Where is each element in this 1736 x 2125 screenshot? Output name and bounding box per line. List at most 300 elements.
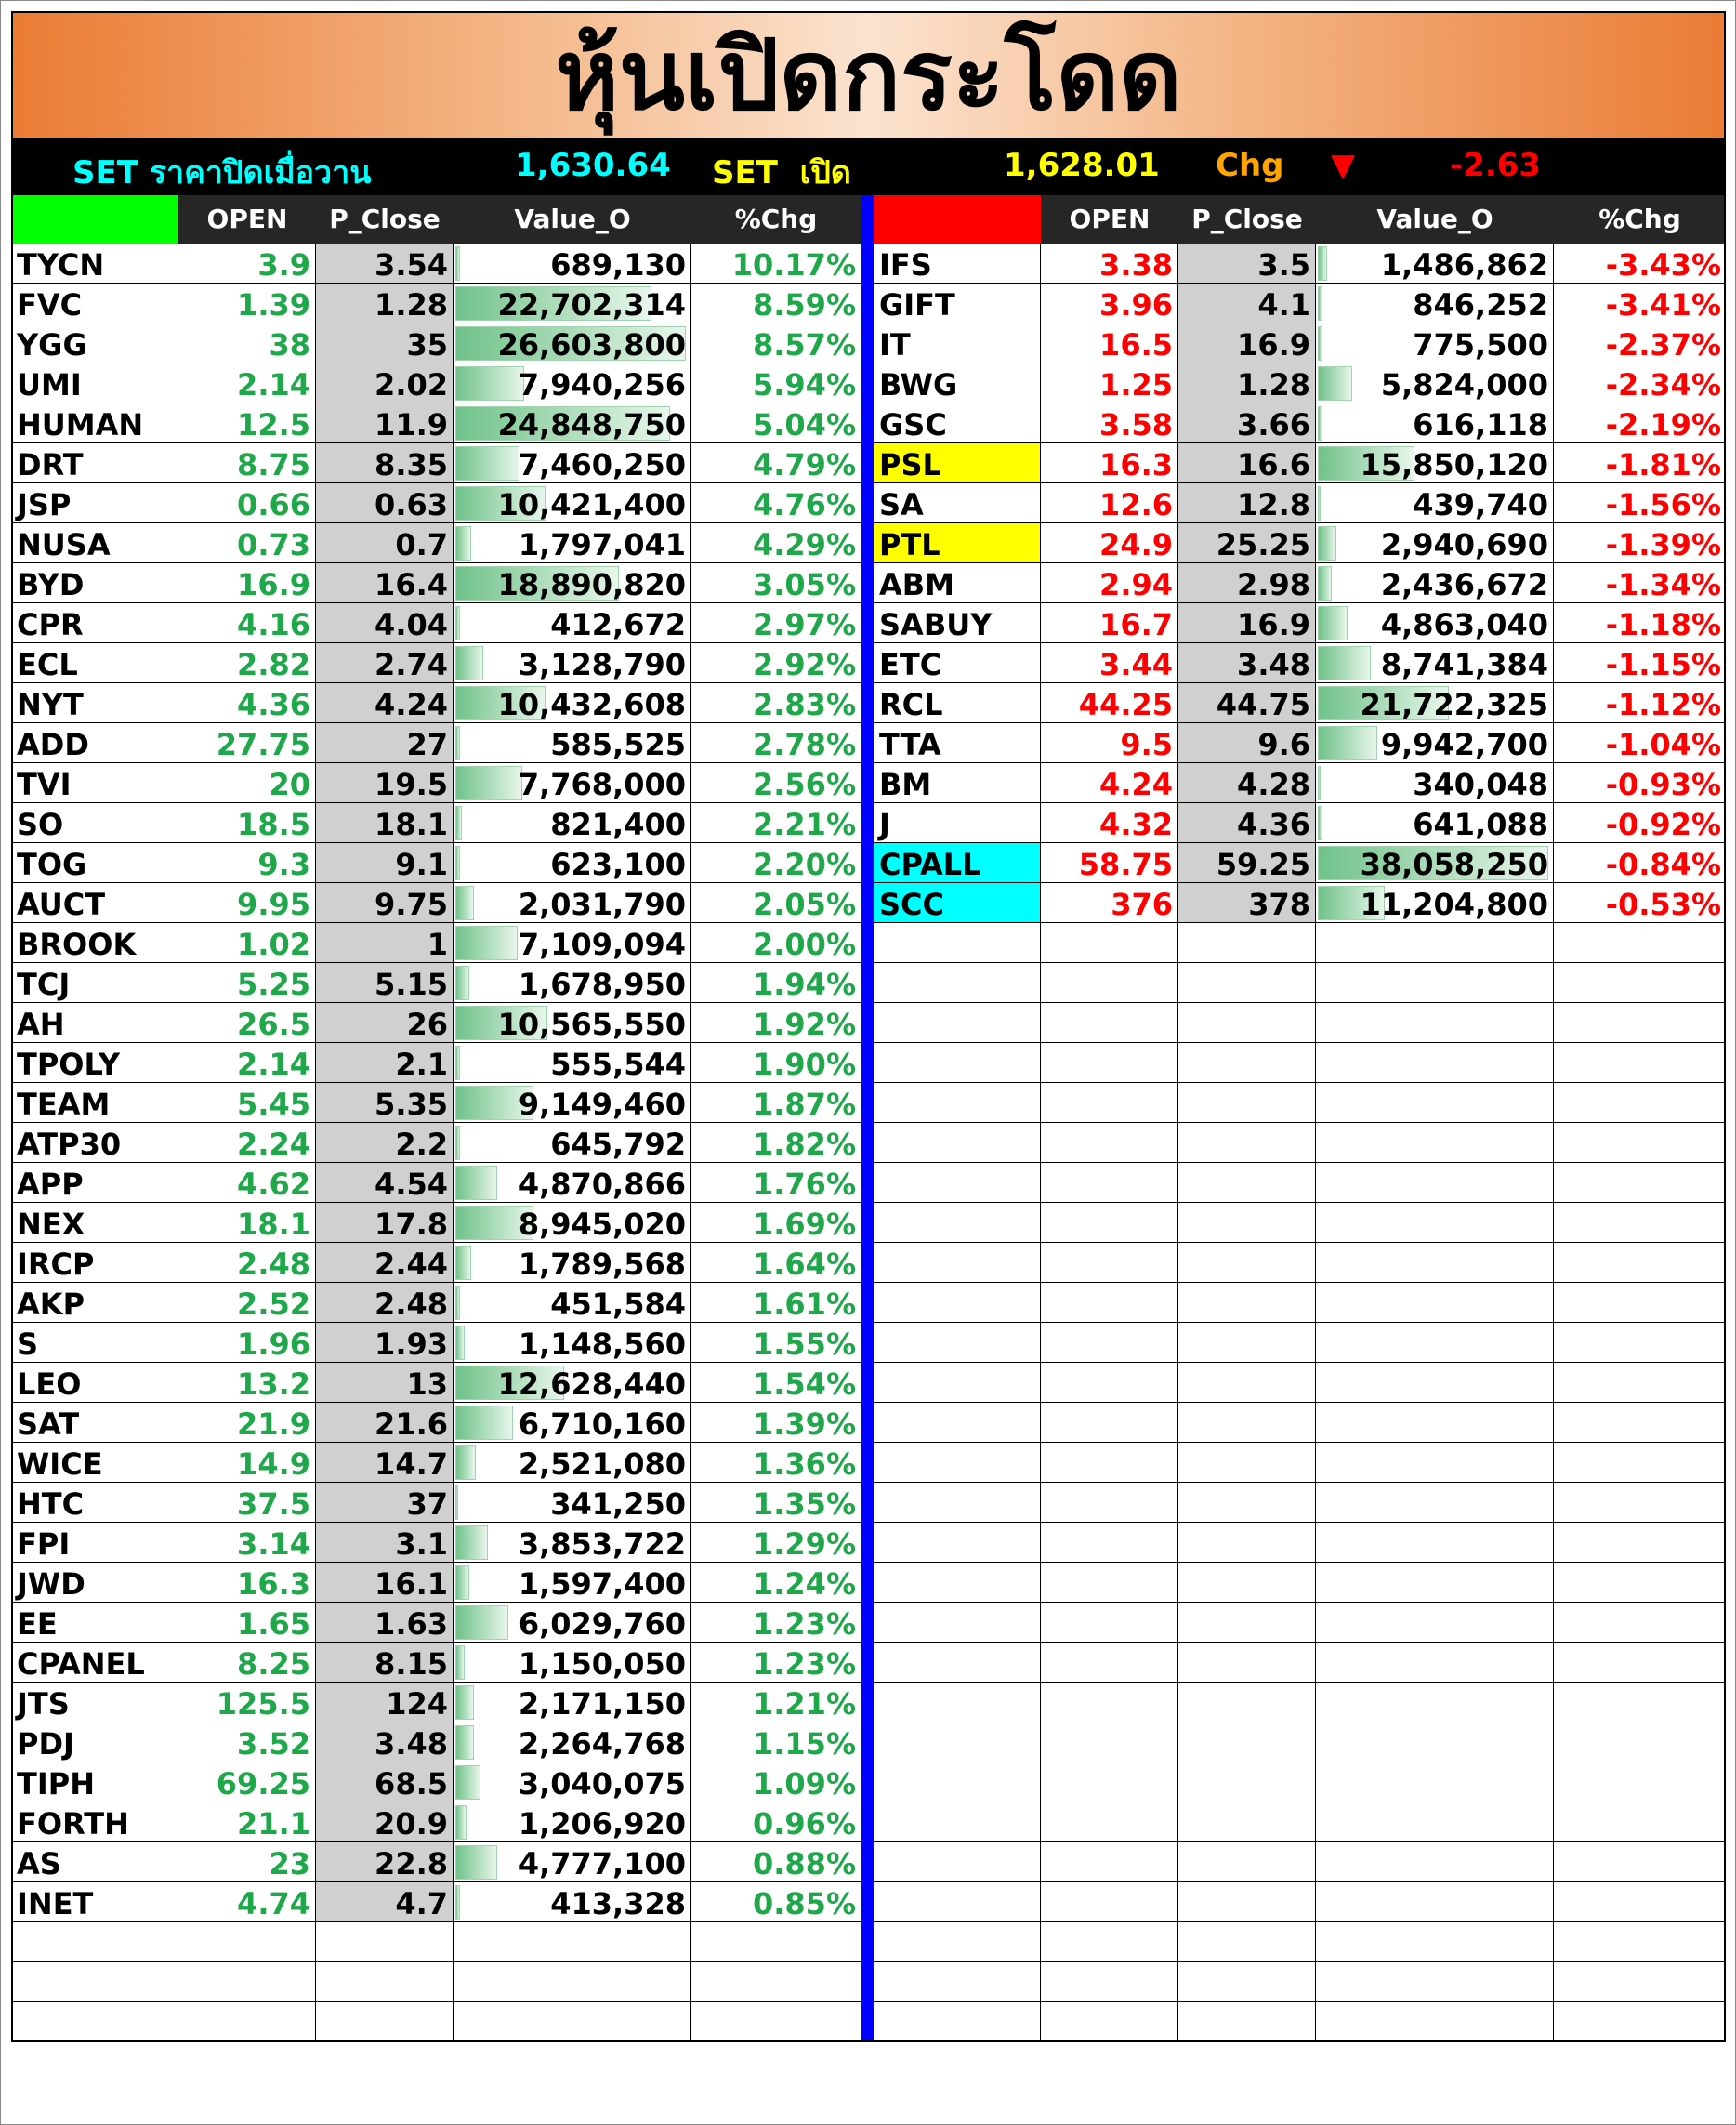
chg-cell: 1.23% (752, 1606, 856, 1642)
open-cell: 18.1 (178, 1203, 316, 1242)
open-cell: 9.5 (1041, 723, 1178, 762)
value-text: 555,544 (550, 1047, 686, 1082)
close-cell: 8.35 (316, 443, 454, 482)
open-cell: 3.44 (1041, 643, 1178, 682)
symbol-cell: LEO (11, 1363, 178, 1402)
symbol-cell: NYT (11, 683, 178, 722)
symbol-cell: S (11, 1323, 178, 1362)
close-cell: 14.7 (316, 1443, 454, 1482)
close-cell: 1.28 (316, 284, 454, 323)
open-cell: 2.24 (178, 1123, 316, 1162)
open-cell: 3.14 (178, 1523, 316, 1562)
value-text: 8,945,020 (518, 1207, 686, 1242)
value-text: 3,128,790 (518, 647, 686, 682)
close-cell: 0.63 (316, 483, 454, 522)
close-cell: 4.1 (1178, 284, 1316, 323)
value-text: 341,250 (550, 1486, 686, 1522)
chg-cell: -1.39% (1605, 527, 1721, 562)
symbol-cell: PSL (874, 443, 1041, 482)
chg-cell: 1.69% (752, 1207, 856, 1242)
value-text: 7,109,094 (518, 927, 686, 962)
symbol-cell: TYCN (11, 244, 178, 283)
open-cell: 2.52 (178, 1283, 316, 1322)
close-cell: 59.25 (1178, 843, 1316, 882)
open-cell: 2.48 (178, 1243, 316, 1282)
symbol-cell: BYD (11, 563, 178, 602)
chg-cell: 2.21% (752, 807, 856, 842)
value-text: 2,031,790 (518, 887, 686, 922)
value-text: 7,940,256 (518, 367, 686, 403)
symbol-cell: TTA (874, 723, 1041, 762)
close-cell: 0.7 (316, 523, 454, 562)
symbol-cell: TVI (11, 763, 178, 802)
open-cell: 2.14 (178, 1043, 316, 1082)
symbol-cell: SCC (874, 883, 1041, 922)
open-cell: 20 (178, 763, 316, 802)
close-cell: 124 (316, 1683, 454, 1722)
symbol-cell: PDJ (11, 1722, 178, 1762)
symbol-cell: IFS (874, 244, 1041, 283)
symbol-cell: AKP (11, 1283, 178, 1322)
symbol-cell: BROOK (11, 923, 178, 962)
symbol-cell: FORTH (11, 1802, 178, 1841)
value-text: 38,058,250 (1360, 847, 1548, 882)
chg-cell: -0.92% (1605, 807, 1721, 842)
close-cell: 44.75 (1178, 683, 1316, 722)
value-text: 10,432,608 (497, 687, 686, 722)
value-text: 9,149,460 (518, 1087, 686, 1122)
chg-cell: 0.85% (752, 1886, 856, 1921)
close-cell: 2.74 (316, 643, 454, 682)
close-cell: 11.9 (316, 403, 454, 442)
chg-cell: -3.41% (1605, 287, 1721, 323)
value-text: 2,436,672 (1380, 567, 1548, 602)
close-cell: 2.2 (316, 1123, 454, 1162)
symbol-cell: NUSA (11, 523, 178, 562)
chg-cell: 2.20% (752, 847, 856, 882)
open-cell: 16.3 (1041, 443, 1178, 482)
open-cell: 4.62 (178, 1163, 316, 1202)
value-text: 3,853,722 (518, 1526, 686, 1562)
value-text: 2,171,150 (518, 1686, 686, 1722)
header-p-close: P_Close (1191, 204, 1303, 234)
symbol-cell: EE (11, 1603, 178, 1642)
close-cell: 9.75 (316, 883, 454, 922)
close-cell: 2.44 (316, 1243, 454, 1282)
close-cell: 25.25 (1178, 523, 1316, 562)
value-text: 11,204,800 (1360, 887, 1548, 922)
chg-cell: -2.34% (1605, 367, 1721, 403)
value-text: 641,088 (1413, 807, 1548, 842)
symbol-cell: ATP30 (11, 1123, 178, 1162)
symbol-cell: ECL (11, 643, 178, 682)
chg-cell: 1.92% (752, 1007, 856, 1042)
value-text: 412,672 (550, 607, 686, 642)
close-cell: 2.02 (316, 363, 454, 403)
value-text: 3,040,075 (518, 1766, 686, 1802)
open-cell: 125.5 (178, 1683, 316, 1722)
chg-cell: 4.29% (752, 527, 856, 562)
close-cell: 1.63 (316, 1603, 454, 1642)
chg-cell: -1.56% (1605, 487, 1721, 522)
value-text: 1,597,400 (518, 1566, 686, 1602)
value-text: 24,848,750 (497, 407, 686, 442)
close-cell: 1.93 (316, 1323, 454, 1362)
table-frame (11, 11, 1726, 2042)
symbol-cell: TEAM (11, 1083, 178, 1122)
open-cell: 3.96 (1041, 284, 1178, 323)
close-cell: 3.1 (316, 1523, 454, 1562)
chg-cell: 2.78% (752, 727, 856, 762)
close-cell: 3.48 (316, 1722, 454, 1762)
value-text: 1,797,041 (518, 527, 686, 562)
chg-cell: 1.24% (752, 1566, 856, 1602)
set-open-label: SET เปิด (712, 154, 851, 191)
chg-cell: 1.76% (752, 1167, 856, 1202)
symbol-cell: SO (11, 803, 178, 842)
value-text: 18,890,820 (497, 567, 686, 602)
symbol-cell: FVC (11, 284, 178, 323)
symbol-cell: NEX (11, 1203, 178, 1242)
chg-cell: 8.59% (752, 287, 856, 323)
open-cell: 1.39 (178, 284, 316, 323)
symbol-cell: ETC (874, 643, 1041, 682)
header-value-o: Value_O (514, 204, 631, 234)
close-cell: 16.4 (316, 563, 454, 602)
symbol-cell: SABUY (874, 603, 1041, 642)
symbol-cell: CPANEL (11, 1643, 178, 1682)
chg-cell: 2.56% (752, 767, 856, 802)
open-cell: 5.45 (178, 1083, 316, 1122)
symbol-cell: J (874, 803, 1041, 842)
value-text: 7,460,250 (518, 447, 686, 482)
close-cell: 68.5 (316, 1762, 454, 1802)
header-p-close: P_Close (329, 204, 441, 234)
open-cell: 1.02 (178, 923, 316, 962)
close-cell: 16.9 (1178, 323, 1316, 363)
close-cell: 9.6 (1178, 723, 1316, 762)
value-text: 12,628,440 (497, 1366, 686, 1402)
chg-cell: 1.61% (752, 1287, 856, 1322)
open-cell: 3.38 (1041, 244, 1178, 283)
open-cell: 16.9 (178, 563, 316, 602)
value-text: 1,148,560 (518, 1326, 686, 1362)
open-cell: 23 (178, 1842, 316, 1881)
value-text: 1,789,568 (518, 1247, 686, 1282)
close-cell: 35 (316, 323, 454, 363)
close-cell: 20.9 (316, 1802, 454, 1841)
header-chg: %Chg (734, 204, 818, 234)
chg-cell: -3.43% (1605, 247, 1721, 283)
symbol-cell: AS (11, 1842, 178, 1881)
value-text: 340,048 (1413, 767, 1548, 802)
close-cell: 4.04 (316, 603, 454, 642)
chg-cell: 1.87% (752, 1087, 856, 1122)
value-text: 9,942,700 (1380, 727, 1548, 762)
chg-cell: 2.00% (752, 927, 856, 962)
value-text: 7,768,000 (518, 767, 686, 802)
value-text: 413,328 (550, 1886, 686, 1921)
symbol-cell: UMI (11, 363, 178, 403)
symbol-cell: PTL (874, 523, 1041, 562)
chg-cell: -2.19% (1605, 407, 1721, 442)
chg-cell: 1.21% (752, 1686, 856, 1722)
value-text: 775,500 (1413, 327, 1548, 363)
symbol-cell: AUCT (11, 883, 178, 922)
value-text: 623,100 (550, 847, 686, 882)
chg-cell: 1.55% (752, 1326, 856, 1362)
close-cell: 18.1 (316, 803, 454, 842)
chg-cell: 2.83% (752, 687, 856, 722)
value-text: 689,130 (550, 247, 686, 283)
open-cell: 3.9 (178, 244, 316, 283)
close-cell: 4.36 (1178, 803, 1316, 842)
chg-cell: -1.04% (1605, 727, 1721, 762)
value-text: 5,824,000 (1380, 367, 1548, 403)
open-cell: 1.65 (178, 1603, 316, 1642)
chg-cell: 2.05% (752, 887, 856, 922)
symbol-cell: HUMAN (11, 403, 178, 442)
close-cell: 3.48 (1178, 643, 1316, 682)
open-cell: 58.75 (1041, 843, 1178, 882)
open-cell: 2.14 (178, 363, 316, 403)
close-cell: 13 (316, 1363, 454, 1402)
close-cell: 378 (1178, 883, 1316, 922)
chg-cell: 3.05% (752, 567, 856, 602)
close-cell: 3.5 (1178, 244, 1316, 283)
symbol-cell: JSP (11, 483, 178, 522)
value-text: 451,584 (550, 1287, 686, 1322)
open-cell: 21.1 (178, 1802, 316, 1841)
chg-cell: 1.94% (752, 967, 856, 1002)
symbol-cell: SAT (11, 1403, 178, 1442)
chg-cell: -0.53% (1605, 887, 1721, 922)
close-cell: 8.15 (316, 1643, 454, 1682)
value-text: 10,421,400 (497, 487, 686, 522)
chg-cell: -1.15% (1605, 647, 1721, 682)
close-cell: 2.98 (1178, 563, 1316, 602)
value-text: 645,792 (550, 1127, 686, 1162)
symbol-cell: SA (874, 483, 1041, 522)
chg-cell: -1.34% (1605, 567, 1721, 602)
value-text: 585,525 (550, 727, 686, 762)
value-text: 4,870,866 (518, 1167, 686, 1202)
symbol-cell: HTC (11, 1483, 178, 1522)
symbol-cell: BWG (874, 363, 1041, 403)
open-cell: 69.25 (178, 1762, 316, 1802)
open-cell: 14.9 (178, 1443, 316, 1482)
chg-cell: 0.96% (752, 1806, 856, 1841)
value-text: 22,702,314 (497, 287, 686, 323)
header-chg: %Chg (1598, 204, 1681, 234)
open-cell: 3.58 (1041, 403, 1178, 442)
symbol-cell: WICE (11, 1443, 178, 1482)
value-text: 616,118 (1413, 407, 1548, 442)
open-cell: 18.5 (178, 803, 316, 842)
symbol-cell: FPI (11, 1523, 178, 1562)
chg-cell: 5.04% (752, 407, 856, 442)
value-text: 26,603,800 (497, 327, 686, 363)
symbol-cell: ADD (11, 723, 178, 762)
chg-cell: 1.36% (752, 1446, 856, 1482)
symbol-cell: JWD (11, 1563, 178, 1602)
open-cell: 16.3 (178, 1563, 316, 1602)
open-cell: 38 (178, 323, 316, 363)
value-text: 15,850,120 (1360, 447, 1548, 482)
open-cell: 16.5 (1041, 323, 1178, 363)
open-cell: 21.9 (178, 1403, 316, 1442)
close-cell: 9.1 (316, 843, 454, 882)
close-cell: 1.28 (1178, 363, 1316, 403)
symbol-cell: IRCP (11, 1243, 178, 1282)
close-cell: 4.7 (316, 1882, 454, 1921)
open-cell: 37.5 (178, 1483, 316, 1522)
chg-cell: -2.37% (1605, 327, 1721, 363)
chg-cell: -1.18% (1605, 607, 1721, 642)
value-text: 10,565,550 (497, 1007, 686, 1042)
open-cell: 0.66 (178, 483, 316, 522)
close-cell: 16.6 (1178, 443, 1316, 482)
value-text: 1,150,050 (518, 1646, 686, 1682)
set-open-value: 1,628.01 (1004, 147, 1160, 184)
symbol-cell: AH (11, 1003, 178, 1042)
symbol-cell: TOG (11, 843, 178, 882)
close-cell: 21.6 (316, 1403, 454, 1442)
symbol-cell: BM (874, 763, 1041, 802)
close-cell: 16.9 (1178, 603, 1316, 642)
chg-cell: 2.92% (752, 647, 856, 682)
symbol-cell: YGG (11, 323, 178, 363)
open-cell: 3.52 (178, 1722, 316, 1762)
open-cell: 24.9 (1041, 523, 1178, 562)
close-cell: 3.54 (316, 244, 454, 283)
open-cell: 8.75 (178, 443, 316, 482)
chg-cell: 4.76% (752, 487, 856, 522)
close-cell: 5.15 (316, 963, 454, 1002)
open-cell: 4.36 (178, 683, 316, 722)
value-text: 6,710,160 (518, 1406, 686, 1442)
close-cell: 27 (316, 723, 454, 762)
close-cell: 12.8 (1178, 483, 1316, 522)
close-cell: 1 (316, 923, 454, 962)
open-cell: 2.82 (178, 643, 316, 682)
down-arrow-icon: ▼ (1331, 147, 1356, 184)
symbol-cell: TIPH (11, 1762, 178, 1802)
chg-cell: 5.94% (752, 367, 856, 403)
chg-cell: -1.81% (1605, 447, 1721, 482)
chg-cell: -0.84% (1605, 847, 1721, 882)
chg-cell: -0.93% (1605, 767, 1721, 802)
symbol-cell: INET (11, 1882, 178, 1921)
value-text: 439,740 (1413, 487, 1548, 522)
chg-cell: 1.35% (752, 1486, 856, 1522)
open-cell: 13.2 (178, 1363, 316, 1402)
open-cell: 4.16 (178, 603, 316, 642)
close-cell: 4.28 (1178, 763, 1316, 802)
symbol-cell: TCJ (11, 963, 178, 1002)
value-text: 6,029,760 (518, 1606, 686, 1642)
open-cell: 12.6 (1041, 483, 1178, 522)
chg-cell: 1.09% (752, 1766, 856, 1802)
symbol-cell: APP (11, 1163, 178, 1202)
close-cell: 2.48 (316, 1283, 454, 1322)
value-text: 4,777,100 (518, 1846, 686, 1881)
value-text: 1,678,950 (518, 967, 686, 1002)
open-cell: 27.75 (178, 723, 316, 762)
chg-cell: 2.97% (752, 607, 856, 642)
symbol-cell: IT (874, 323, 1041, 363)
chg-cell: 1.39% (752, 1406, 856, 1442)
open-cell: 2.94 (1041, 563, 1178, 602)
symbol-cell: CPALL (874, 843, 1041, 882)
value-text: 8,741,384 (1380, 647, 1548, 682)
open-cell: 12.5 (178, 403, 316, 442)
header-open: OPEN (1069, 204, 1151, 234)
close-cell: 4.54 (316, 1163, 454, 1202)
open-cell: 9.3 (178, 843, 316, 882)
open-cell: 0.73 (178, 523, 316, 562)
value-text: 2,521,080 (518, 1446, 686, 1482)
value-text: 1,486,862 (1380, 247, 1548, 283)
chg-cell: 4.79% (752, 447, 856, 482)
chg-cell: -1.12% (1605, 687, 1721, 722)
chg-label: Chg (1216, 147, 1284, 184)
close-cell: 4.24 (316, 683, 454, 722)
close-cell: 37 (316, 1483, 454, 1522)
chg-cell: 1.54% (752, 1366, 856, 1402)
chg-cell: 1.15% (752, 1726, 856, 1762)
chg-cell: 1.90% (752, 1047, 856, 1082)
page-title: หุ้นเปิดกระโดด (11, 11, 1726, 138)
open-cell: 1.25 (1041, 363, 1178, 403)
chg-cell: 1.23% (752, 1646, 856, 1682)
symbol-cell: DRT (11, 443, 178, 482)
open-cell: 4.74 (178, 1882, 316, 1921)
value-text: 821,400 (550, 807, 686, 842)
symbol-cell: GSC (874, 403, 1041, 442)
open-cell: 9.95 (178, 883, 316, 922)
chg-cell: 1.64% (752, 1247, 856, 1282)
symbol-cell: CPR (11, 603, 178, 642)
value-text: 2,264,768 (518, 1726, 686, 1762)
value-text: 4,863,040 (1380, 607, 1548, 642)
close-cell: 2.1 (316, 1043, 454, 1082)
close-cell: 22.8 (316, 1842, 454, 1881)
close-cell: 5.35 (316, 1083, 454, 1122)
set-prev-value: 1,630.64 (515, 147, 671, 184)
close-cell: 26 (316, 1003, 454, 1042)
value-text: 846,252 (1413, 287, 1548, 323)
value-text: 2,940,690 (1380, 527, 1548, 562)
open-cell: 376 (1041, 883, 1178, 922)
open-cell: 1.96 (178, 1323, 316, 1362)
symbol-cell: GIFT (874, 284, 1041, 323)
chg-value: -2.63 (1450, 147, 1541, 184)
chg-cell: 1.29% (752, 1526, 856, 1562)
symbol-cell: ABM (874, 563, 1041, 602)
close-cell: 3.66 (1178, 403, 1316, 442)
close-cell: 19.5 (316, 763, 454, 802)
open-cell: 16.7 (1041, 603, 1178, 642)
open-cell: 5.25 (178, 963, 316, 1002)
close-cell: 16.1 (316, 1563, 454, 1602)
header-open: OPEN (206, 204, 288, 234)
open-cell: 4.32 (1041, 803, 1178, 842)
chg-cell: 10.17% (731, 247, 856, 283)
value-text: 1,206,920 (518, 1806, 686, 1841)
chg-cell: 8.57% (752, 327, 856, 363)
close-cell: 17.8 (316, 1203, 454, 1242)
